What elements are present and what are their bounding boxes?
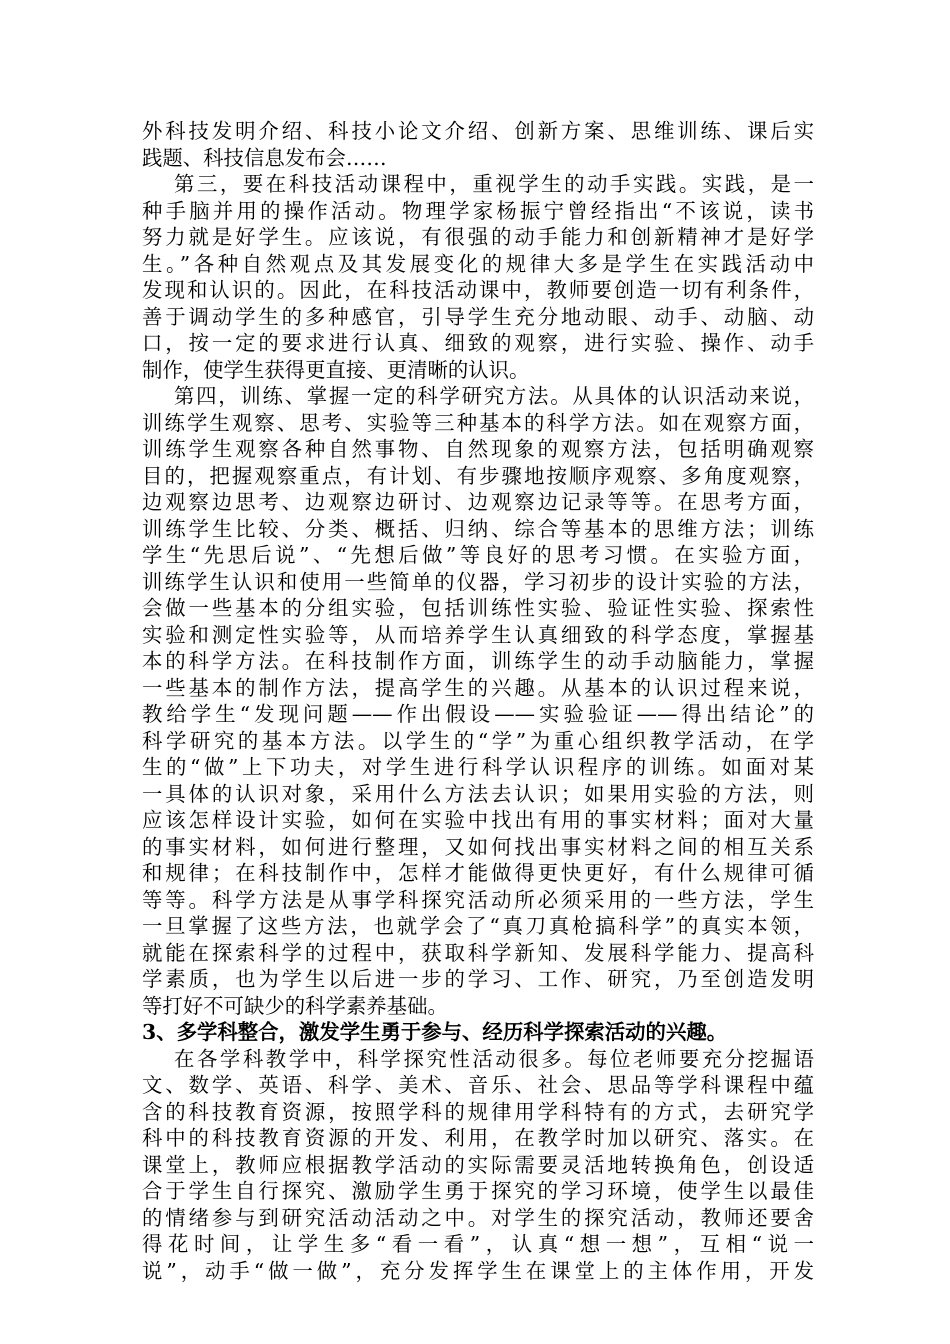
text-line: 制作，使学生获得更直接、更清晰的认识。 (142, 357, 530, 382)
text-line: 训练学生观察各种自然事物、自然现象的观察方法，包括明确观察 (142, 437, 814, 461)
text-line: 实验和测定性实验等，从而培养学生认真细致的科学态度，掌握基 (142, 622, 814, 647)
text-line: 等打好不可缺少的科学素养基础。 (142, 993, 448, 1018)
text-line: 应该怎样设计实验，如何在实验中找出有用的事实材料；面对大量 (142, 808, 814, 832)
text-line: 一具体的认识对象，采用什么方法去认识；如果用实验的方法，则 (142, 781, 814, 806)
text-line: 就能在探索科学的过程中，获取科学新知、发展科学能力、提高科 (142, 940, 814, 965)
text-line: 一旦掌握了这些方法，也就学会了“真刀真枪搞科学”的真实本领， (142, 914, 814, 938)
text-line: 生的“做”上下功夫，对学生进行科学认识程序的训练。如面对某 (142, 755, 814, 779)
text-line: 科中的科技教育资源的开发、利用，在教学时加以研究、落实。在 (142, 1126, 814, 1150)
paragraph-start-line: 第三，要在科技活动课程中，重视学生的动手实践。实践，是一 (174, 172, 814, 196)
text-line: 种手脑并用的操作活动。物理学家杨振宁曾经指出“不该说，读书 (142, 198, 814, 223)
text-line: 含的科技教育资源，按照学科的规律用学科特有的方式，去研究学 (142, 1099, 814, 1124)
text-line: 教给学生“发现问题——作出假设——实验验证——得出结论”的 (142, 702, 814, 726)
text-line: 目的，把握观察重点，有计划、有步骤地按顺序观察、多角度观察， (142, 463, 814, 488)
text-line: 善于调动学生的多种感官，引导学生充分地动眼、动手、动脑、动 (142, 304, 814, 329)
body-text (142, 118, 814, 1284)
text-line: 的情绪参与到研究活动活动之中。对学生的探究活动，教师还要舍 (142, 1205, 814, 1230)
text-line: 发现和认识的。因此，在科技活动课中，教师要创造一切有利条件， (142, 278, 814, 302)
text-line: 本的科学方法。在科技制作方面，训练学生的动手动脑能力，掌握 (142, 649, 814, 673)
text-line: 等等。科学方法是从事学科探究活动所必须采用的一些方法，学生 (142, 887, 814, 912)
text-line: 口，按一定的要求进行认真、细致的观察，进行实验、操作、动手 (142, 331, 814, 355)
text-line: 生。”各种自然观点及其发展变化的规律大多是学生在实践活动中 (142, 251, 814, 276)
text-line: 的事实材料，如何进行整理，又如何找出事实材料之间的相互关系 (142, 834, 814, 859)
text-line: 会做一些基本的分组实验，包括训练性实验、验证性实验、探索性 (142, 596, 814, 620)
paragraph-start-line: 在各学科教学中，科学探究性活动很多。每位老师要充分挖掘语 (174, 1046, 814, 1071)
text-line: 学素质，也为学生以后进一步的学习、工作、研究，乃至创造发明 (142, 967, 814, 991)
text-line: 一些基本的制作方法，提高学生的兴趣。从基本的认识过程来说， (142, 675, 814, 700)
text-line: 践题、科技信息发布会…… (142, 145, 387, 170)
text-line: 合于学生自行探究、激励学生勇于探究的学习环境，使学生以最佳 (142, 1179, 814, 1203)
paragraph-start-line: 第四，训练、掌握一定的科学研究方法。从具体的认识活动来说， (174, 384, 814, 408)
text-line: 努力就是好学生。应该说，有很强的动手能力和创新精神才是好学 (142, 225, 814, 249)
text-line: 学生“先思后说”、“先想后做”等良好的思考习惯。在实验方面， (142, 543, 814, 567)
section-heading: 3、多学科整合，激发学生勇于参与、经历科学探索活动的兴趣。 (142, 1020, 728, 1044)
text-line: 训练学生比较、分类、概括、归纳、综合等基本的思维方法；训练 (142, 516, 814, 541)
text-line: 得花时间，让学生多“看一看”，认真“想一想”，互相“说一 (142, 1232, 814, 1256)
text-line: 说”，动手“做一做”，充分发挥学生在课堂上的主体作用，开发 (142, 1258, 814, 1283)
text-line: 和规律；在科技制作中，怎样才能做得更快更好，有什么规律可循 (142, 861, 814, 885)
text-line: 训练学生观察、思考、实验等三种基本的科学方法。如在观察方面， (142, 410, 814, 435)
text-line: 科学研究的基本方法。以学生的“学”为重心组织教学活动，在学 (142, 728, 814, 753)
text-line: 课堂上，教师应根据教学活动的实际需要灵活地转换角色，创设适 (142, 1152, 814, 1177)
text-line: 外科技发明介绍、科技小论文介绍、创新方案、思维训练、课后实 (142, 119, 814, 143)
text-line: 训练学生认识和使用一些简单的仪器，学习初步的设计实验的方法， (142, 569, 814, 594)
text-line: 边观察边思考、边观察边研讨、边观察边记录等等。在思考方面， (142, 490, 814, 514)
text-line: 文、数学、英语、科学、美术、音乐、社会、思品等学科课程中蕴 (142, 1073, 814, 1097)
